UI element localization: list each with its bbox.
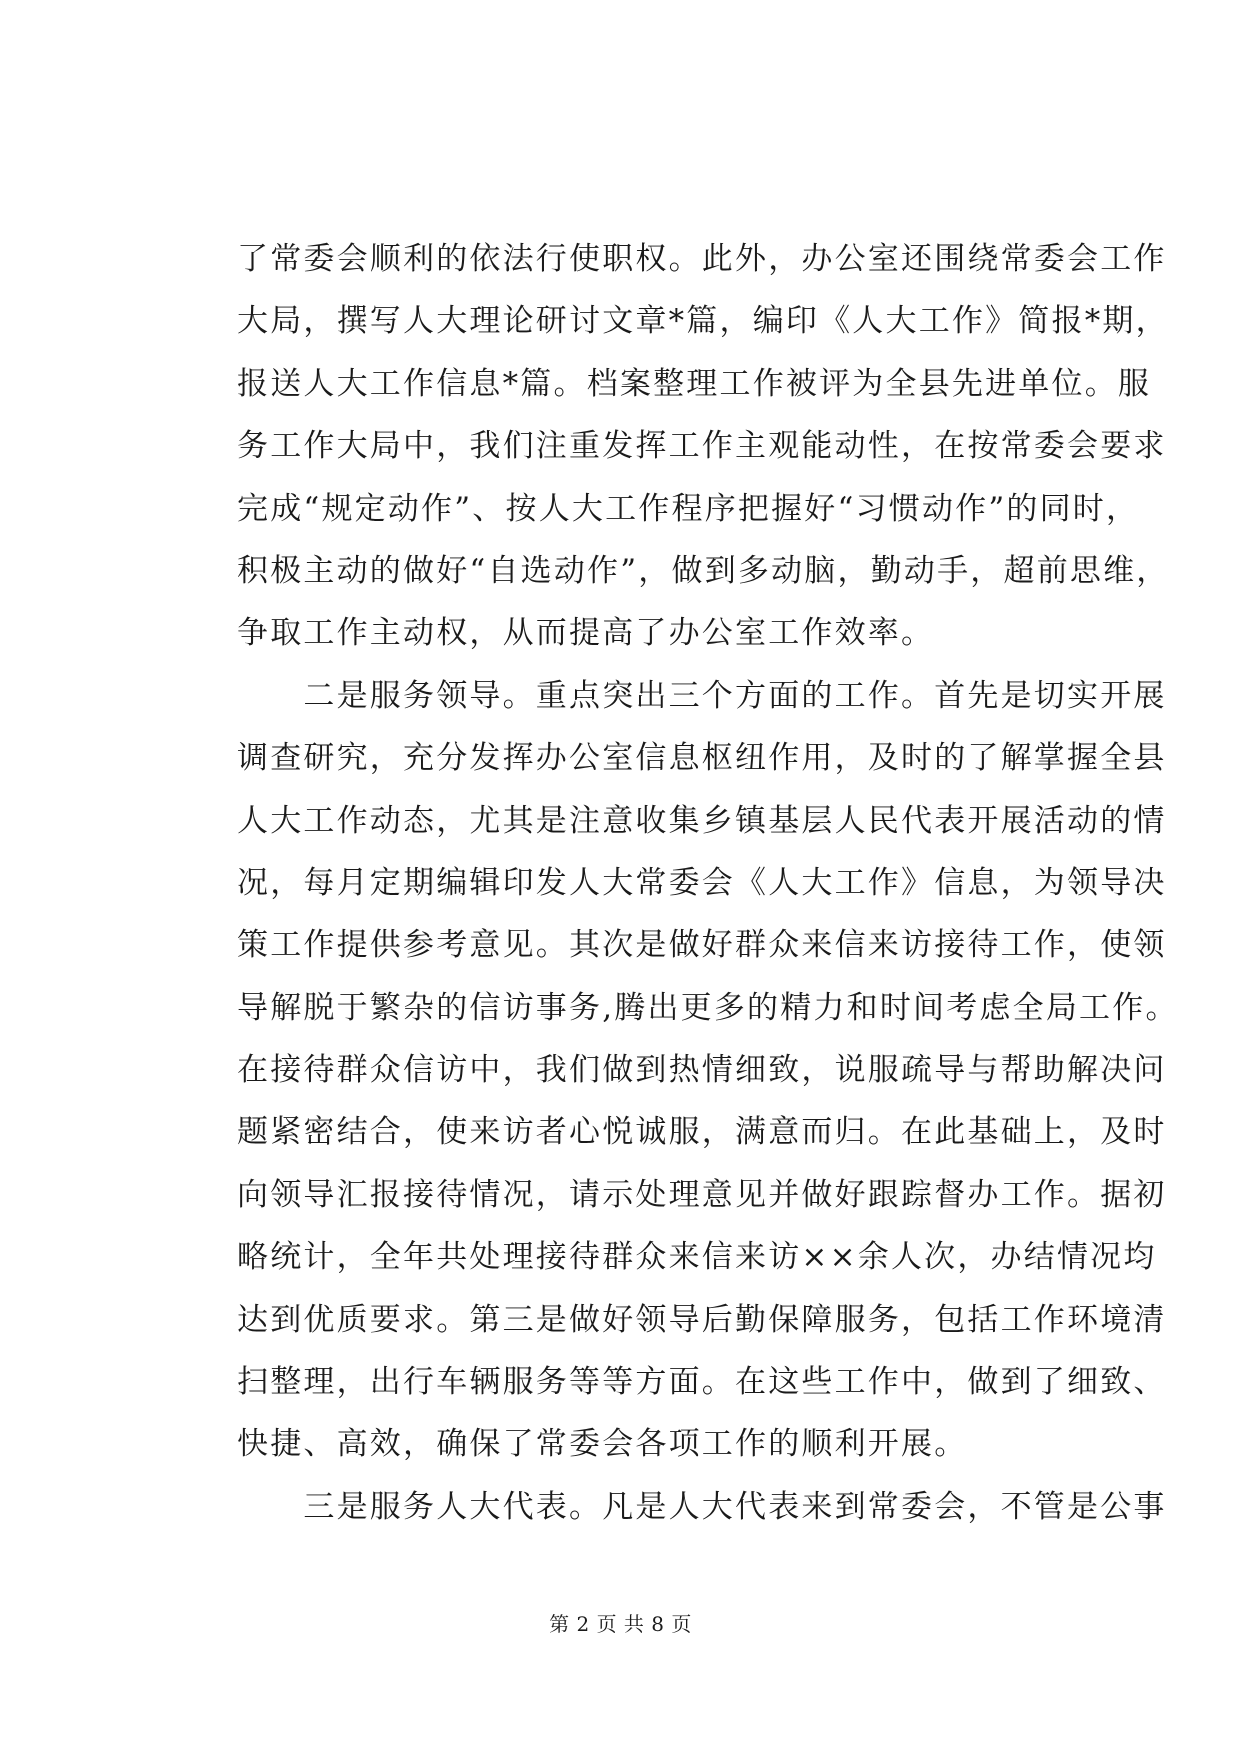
text-line: 人大工作动态，尤其是注意收集乡镇基层人民代表开展活动的情 bbox=[237, 802, 1167, 839]
text-line: 略统计，全年共处理接待群众来信来访××余人次，办结情况均 bbox=[237, 1239, 1157, 1276]
text-line: 了常委会顺利的依法行使职权。此外，办公室还围绕常委会工作 bbox=[237, 241, 1167, 277]
text-line: 争取工作主动权，从而提高了办公室工作效率。 bbox=[237, 615, 935, 652]
text-line: 策工作提供参考意见。其次是做好群众来信来访接待工作，使领 bbox=[237, 927, 1167, 964]
text-line: 况，每月定期编辑印发人大常委会《人大工作》信息，为领导决 bbox=[237, 864, 1167, 901]
body-text bbox=[237, 228, 1179, 1538]
text-line: 扫整理，出行车辆服务等等方面。在这些工作中，做到了细致、 bbox=[237, 1364, 1167, 1401]
text-line: 二是服务领导。重点突出三个方面的工作。首先是切实开展 bbox=[237, 677, 1167, 714]
text-line: 快捷、高效，确保了常委会各项工作的顺利开展。 bbox=[237, 1426, 968, 1463]
text-line: 在接待群众信访中，我们做到热情细致，说服疏导与帮助解决问 bbox=[237, 1052, 1167, 1089]
text-line: 达到优质要求。第三是做好领导后勤保障服务，包括工作环境清 bbox=[237, 1301, 1167, 1338]
text-line: 三是服务人大代表。凡是人大代表来到常委会，不管是公事 bbox=[237, 1488, 1167, 1525]
text-line: 题紧密结合，使来访者心悦诚服，满意而归。在此基础上，及时 bbox=[237, 1114, 1167, 1151]
page-footer: 第 2 页 共 8 页 bbox=[549, 1612, 692, 1636]
text-line: 报送人大工作信息*篇。档案整理工作被评为全县先进单位。服 bbox=[237, 365, 1152, 402]
text-line: 积极主动的做好“自选动作”，做到多动脑，勤动手，超前思维， bbox=[237, 552, 1170, 589]
text-line: 导解脱于繁杂的信访事务,腾出更多的精力和时间考虑全局工作。 bbox=[237, 989, 1179, 1026]
text-line: 向领导汇报接待情况，请示处理意见并做好跟踪督办工作。据初 bbox=[237, 1176, 1167, 1213]
text-line: 完成“规定动作”、按人大工作程序把握好“习惯动作”的同时， bbox=[237, 490, 1140, 527]
text-line: 大局，撰写人大理论研讨文章*篇，编印《人大工作》简报*期， bbox=[237, 303, 1169, 340]
text-line: 务工作大局中，我们注重发挥工作主观能动性，在按常委会要求 bbox=[237, 428, 1167, 465]
text-line: 调查研究，充分发挥办公室信息枢纽作用，及时的了解掌握全县 bbox=[237, 740, 1167, 777]
